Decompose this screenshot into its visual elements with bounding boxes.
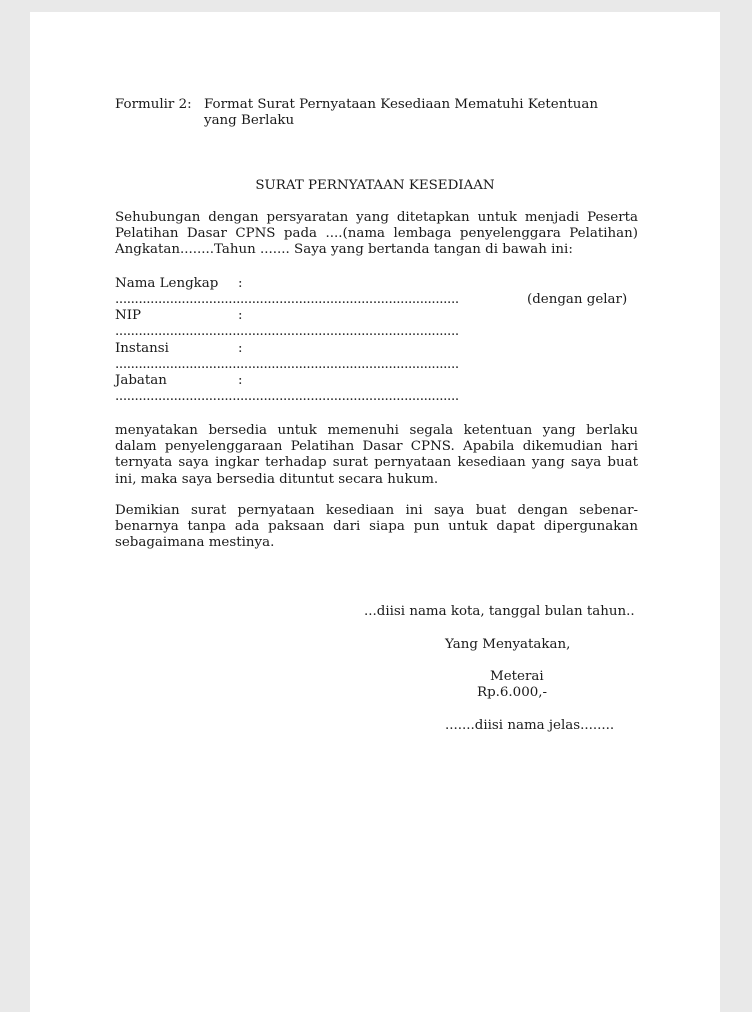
form-label: Formulir 2:	[115, 97, 192, 112]
declarant-label: Yang Menyatakan,	[445, 637, 571, 652]
field-dots-nama-lengkap: ........................................................................................	[115, 292, 459, 307]
closing-paragraph: Demikian surat pernyataan kesediaan ini saya buat dengan sebenar-benarnya tanpa ada paksaan dari siapa pun untuk dapat dipergunakan sebagaimana mestinya.	[115, 503, 638, 551]
field-label-nip: NIP	[115, 308, 142, 323]
stamp-label: Meterai	[490, 669, 544, 684]
field-dots-instansi: ........................................................................................	[115, 357, 459, 372]
field-dots-nip: ........................................................................................	[115, 324, 459, 339]
field-label-nama-lengkap: Nama Lengkap	[115, 276, 219, 291]
place-date: ...diisi nama kota, tanggal bulan tahun..	[364, 604, 635, 619]
statement-paragraph: menyatakan bersedia untuk memenuhi segala ketentuan yang berlaku dalam penyelenggaraan Pelatihan Dasar CPNS. Apabila dikemudian hari ternyata saya ingkar terhadap surat pernyataan kesediaan yang saya buat ini, maka saya bersedia dituntut secara hukum.	[115, 423, 638, 487]
form-title-line2: yang Berlaku	[204, 113, 295, 128]
field-colon: :	[238, 373, 243, 388]
field-label-instansi: Instansi	[115, 341, 169, 356]
field-colon: :	[238, 276, 243, 291]
field-colon: :	[238, 341, 243, 356]
field-label-jabatan: Jabatan	[115, 373, 167, 388]
field-colon: :	[238, 308, 243, 323]
field-suffix-gelar: (dengan gelar)	[527, 292, 628, 307]
form-title-line1: Format Surat Pernyataan Kesediaan Mematuhi Ketentuan	[204, 97, 598, 112]
stamp-amount: Rp.6.000,-	[477, 685, 548, 700]
signer-name: .......diisi nama jelas........	[445, 718, 615, 733]
intro-paragraph: Sehubungan dengan persyaratan yang ditetapkan untuk menjadi Peserta Pelatihan Dasar CPNS pada ....(nama lembaga penyelenggara Pelatihan) Angkatan........Tahun ....... Saya yang bertanda tangan di bawah ini:	[115, 210, 638, 258]
letter-heading: SURAT PERNYATAAN KESEDIAAN	[255, 178, 495, 193]
field-dots-jabatan: ........................................................................................	[115, 389, 459, 404]
document-page	[30, 12, 720, 1012]
